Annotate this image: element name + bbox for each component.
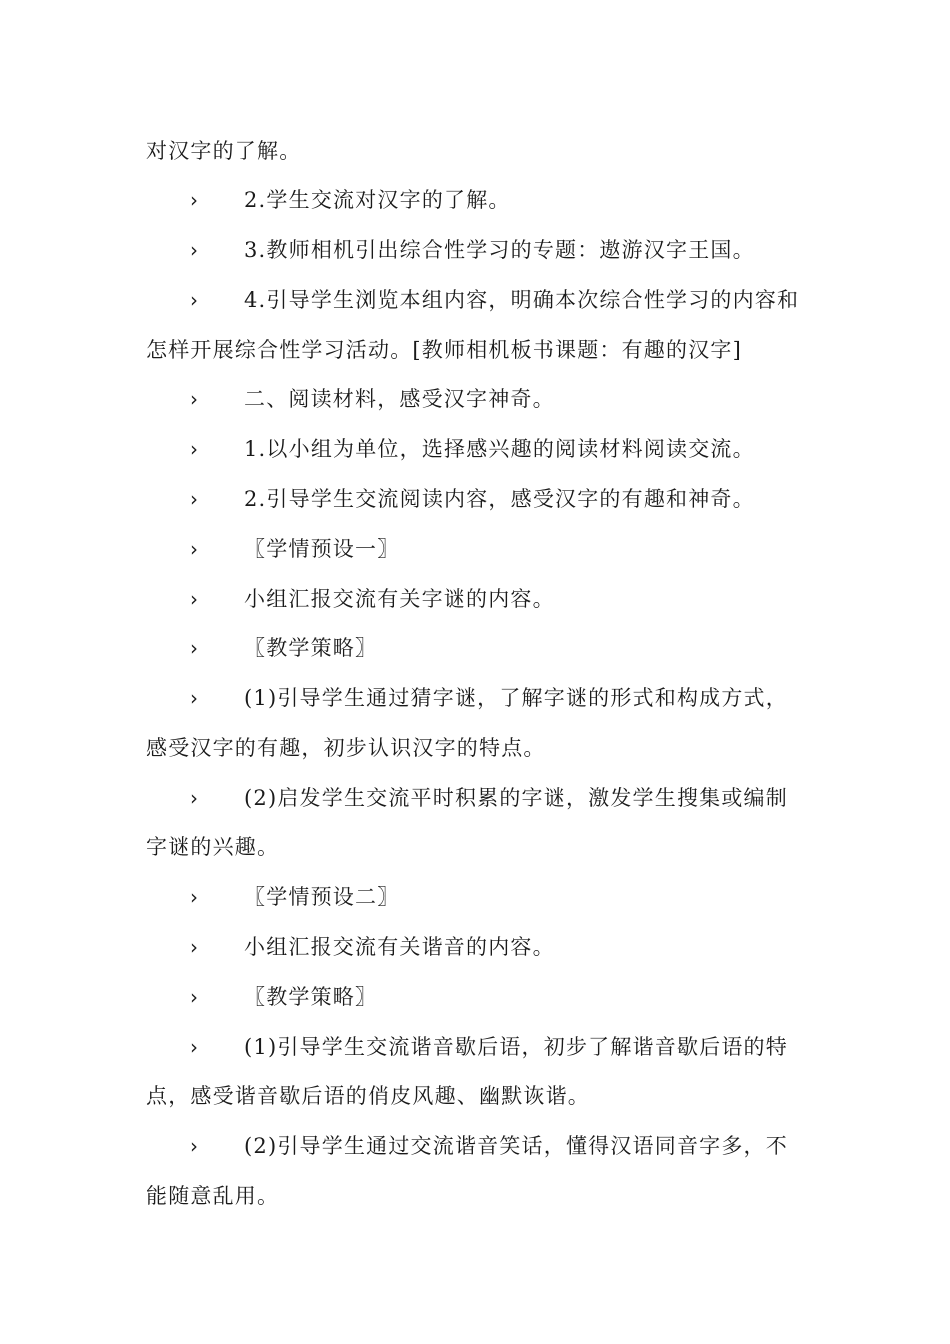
list-item-text: (2)启发学生交流平时积累的字谜，激发学生搜集或编制: [244, 786, 788, 810]
chevron-right-icon: ›: [190, 537, 200, 561]
chevron-right-icon: ›: [190, 487, 200, 511]
list-item-text: 二、阅读材料，感受汉字神奇。: [244, 387, 555, 411]
chevron-right-icon: ›: [190, 437, 200, 461]
chevron-right-icon: ›: [190, 636, 200, 660]
chevron-right-icon: ›: [190, 885, 200, 909]
paragraph-line: [146, 1081, 816, 1111]
list-item-text: 小组汇报交流有关字谜的内容。: [244, 587, 555, 611]
chevron-right-icon: ›: [190, 238, 200, 262]
paragraph-line: [146, 1181, 816, 1211]
line-text: 对汉字的了解。: [146, 139, 302, 163]
paragraph-line: [146, 335, 816, 365]
list-item-text: 2.引导学生交流阅读内容，感受汉字的有趣和神奇。: [244, 487, 755, 511]
paragraph-line: [146, 832, 816, 862]
chevron-right-icon: ›: [190, 587, 200, 611]
list-item-text: 3.教师相机引出综合性学习的专题：遨游汉字王国。: [244, 238, 755, 262]
chevron-right-icon: ›: [190, 786, 200, 810]
list-item-text: 2.学生交流对汉字的了解。: [244, 188, 511, 212]
chevron-right-icon: ›: [190, 1134, 200, 1158]
paragraph-line: [146, 136, 816, 166]
list-item-text: 小组汇报交流有关谐音的内容。: [244, 935, 555, 959]
chevron-right-icon: ›: [190, 288, 200, 312]
line-text: 怎样开展综合性学习活动。[教师相机板书课题：有趣的汉字]: [146, 338, 742, 362]
line-text: 点，感受谐音歇后语的俏皮风趣、幽默诙谐。: [146, 1084, 590, 1108]
list-item-text: 〖教学策略〗: [244, 985, 378, 1009]
chevron-right-icon: ›: [190, 935, 200, 959]
list-item-text: (1)引导学生通过猜字谜，了解字谜的形式和构成方式，: [244, 686, 788, 710]
paragraph-line: [146, 733, 816, 763]
list-item-text: 4.引导学生浏览本组内容，明确本次综合性学习的内容和: [244, 288, 800, 312]
list-item-text: 〖学情预设一〗: [244, 537, 400, 561]
line-text: 能随意乱用。: [146, 1184, 280, 1208]
line-text: 字谜的兴趣。: [146, 835, 280, 859]
chevron-right-icon: ›: [190, 985, 200, 1009]
line-text: 感受汉字的有趣，初步认识汉字的特点。: [146, 736, 546, 760]
chevron-right-icon: ›: [190, 387, 200, 411]
chevron-right-icon: ›: [190, 686, 200, 710]
chevron-right-icon: ›: [190, 1035, 200, 1059]
chevron-right-icon: ›: [190, 188, 200, 212]
list-item-text: 〖学情预设二〗: [244, 885, 400, 909]
list-item-text: (1)引导学生交流谐音歇后语，初步了解谐音歇后语的特: [244, 1035, 788, 1059]
list-item-text: 1.以小组为单位，选择感兴趣的阅读材料阅读交流。: [244, 437, 755, 461]
list-item-text: (2)引导学生通过交流谐音笑话，懂得汉语同音字多，不: [244, 1134, 788, 1158]
list-item-text: 〖教学策略〗: [244, 636, 378, 660]
